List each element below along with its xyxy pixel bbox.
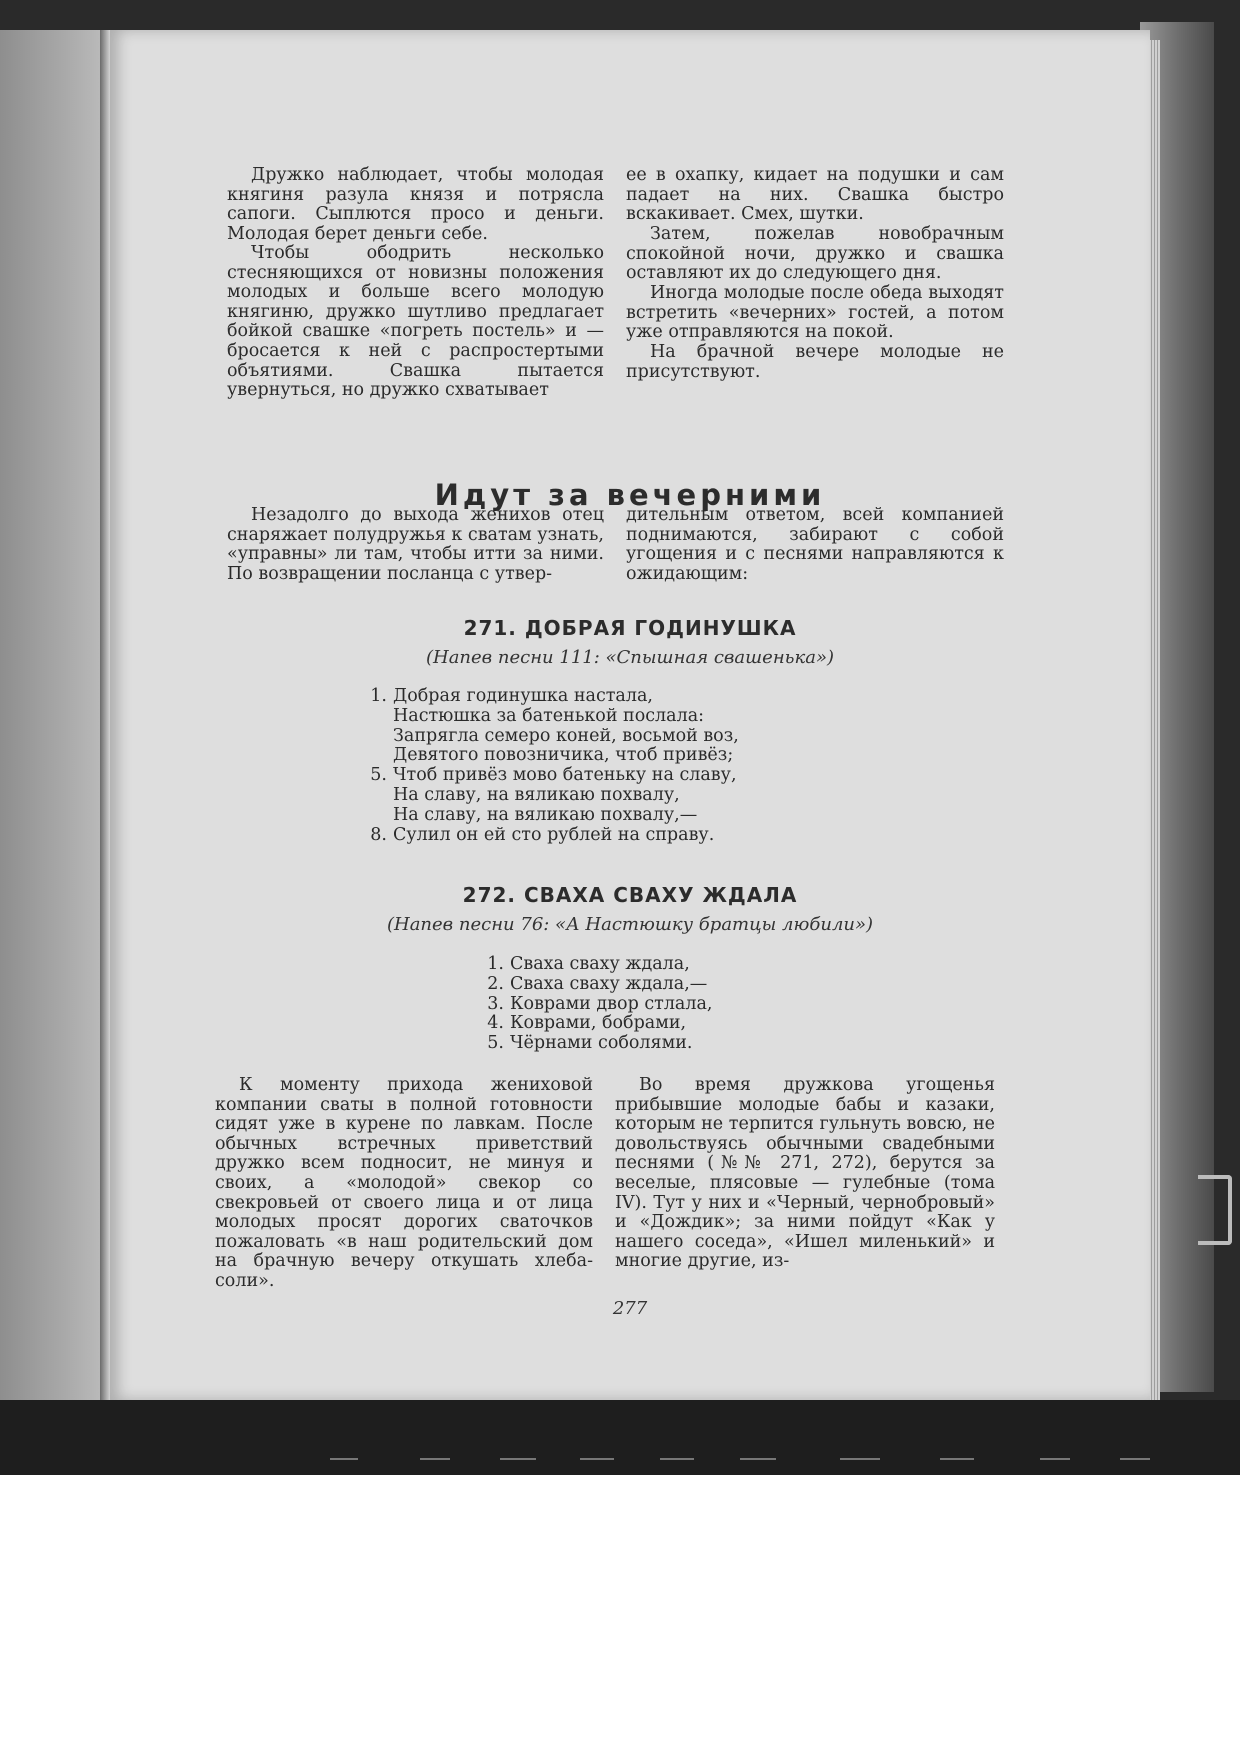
verse-line: [363, 687, 783, 707]
page-number: 277: [612, 1298, 648, 1319]
dash-mark: [660, 1458, 694, 1460]
verse-line: [363, 707, 783, 727]
verse-text: На славу, на вяликаю похвалу,: [393, 784, 680, 805]
top-left-paragraph-1: Дружко наблюдает, чтобы молодая княгиня разула князя и потрясла сапоги. Сыплются просо и деньги. Молодая берет деньги себе.: [227, 165, 604, 244]
verse-line: [480, 995, 780, 1015]
verse-text: На славу, на вяликаю похвалу,—: [393, 804, 698, 825]
bottom-left-paragraph: К моменту прихода жениховой компании сваты в полной готовности сидят уже в курене по лавкам. После обычных встречных приветствий дружко всем подносит, не минуя и своих, а «молодой» свекор со свекровьей от своего лица и от лица молодых просят дорогих сваточков пожаловать «в наш родительский дом на брачную вечеру откушать хлеба-соли».: [215, 1075, 593, 1291]
verse-line: [363, 786, 783, 806]
section-title: Идут за вечерними: [434, 478, 826, 512]
verse-line: [363, 826, 783, 846]
dash-mark: [580, 1458, 614, 1460]
dash-mark: [940, 1458, 974, 1460]
verse-line: [363, 806, 783, 826]
dash-mark: [1040, 1458, 1070, 1460]
verse-number: 5.: [487, 1033, 504, 1054]
verse-text: Чтоб привёз мово батеньку на славу,: [393, 765, 737, 786]
section-left-paragraph: Незадолго до выхода женихов отец снаряжает полудружья к сватам узнать, «управны» ли там, чтобы итти за ними. По возвращении посланца с утвер-: [227, 505, 604, 584]
verse-number: 5.: [370, 765, 387, 786]
dash-mark: [500, 1458, 536, 1460]
verse-line: [363, 727, 783, 747]
dash-mark: [840, 1458, 880, 1460]
verse-text: Сваха сваху ждала,—: [510, 973, 708, 994]
verse-text: Добрая годинушка настала,: [393, 686, 653, 706]
song-272-verses: [480, 955, 780, 1054]
verse-line: [480, 955, 780, 975]
book-page: [110, 30, 1150, 1400]
verse-number: 4.: [487, 1013, 504, 1034]
verse-text: Сваха сваху ждала,: [510, 954, 690, 974]
verse-number: 1.: [370, 686, 387, 706]
verse-number: 2.: [487, 973, 504, 994]
dash-mark: [330, 1458, 358, 1460]
tab-mark: [1198, 1175, 1232, 1245]
left-page-edge: [0, 30, 108, 1400]
verse-text: Коврами двор стлала,: [510, 993, 713, 1014]
song-272-title: 272. СВАХА СВАХУ ЖДАЛА: [462, 883, 798, 907]
song-271-title: 271. ДОБРАЯ ГОДИНУШКА: [463, 616, 797, 640]
verse-number: 3.: [487, 993, 504, 1014]
verse-text: Чёрнами соболями.: [510, 1033, 693, 1054]
song-271-subtitle: (Напев песни 111: «Спышная свашенька»): [425, 647, 834, 668]
scan-bottom-strip: [0, 1400, 1240, 1475]
verse-line: [480, 1034, 780, 1054]
song-271-verses: [363, 687, 783, 845]
page-content: [110, 30, 1150, 1400]
dash-mark: [420, 1458, 450, 1460]
verse-text: Девятого повозничика, чтоб привёз;: [393, 745, 734, 766]
verse-line: [480, 975, 780, 995]
verse-text: Коврами, бобрами,: [510, 1013, 687, 1034]
verse-line: [363, 766, 783, 786]
bottom-right-paragraph: Во время дружкова угощенья прибывшие молодые бабы и казаки, которым не терпится гульнуть вовсю, не довольствуясь обычными свадебными песнями (№№ 271, 272), берутся за веселые, плясовые — гулебные (тома IV). Тут у них и «Черный, чернобровый» и «Дождик»; за ними пойдут «Как у нашего соседа», «Ишел миленький» и многие другие, из-: [615, 1075, 995, 1272]
top-left-paragraph-2: Чтобы ободрить несколько стесняющихся от новизны положения молодых и больше всего молодую княгиню, дружко шутливо предлагает бойкой свашке «погреть постель» и — бросается к ней с распростертыми объятиями. Свашка пытается увернуться, но дружко схватывает: [227, 243, 604, 401]
top-right-paragraph-4: На брачной вечере молодые не присутствуют.: [626, 342, 1004, 382]
song-272-subtitle: (Напев песни 76: «А Настюшку братцы любили»): [386, 914, 874, 935]
top-right-paragraph-3: Иногда молодые после обеда выходят встретить «вечерних» гостей, а потом уже отправляются на покой.: [626, 283, 1004, 343]
verse-number: 1.: [487, 954, 504, 974]
top-right-paragraph-1: ее в охапку, кидает на подушки и сам падает на них. Свашка быстро вскакивает. Смех, шутки.: [626, 165, 1004, 225]
verse-text: Настюшка за батенькой послала:: [393, 705, 705, 726]
verse-text: Запрягла семеро коней, восьмой воз,: [393, 725, 739, 746]
top-right-paragraph-2: Затем, пожелав новобрачным спокойной ночи, дружко и свашка оставляют их до следующего дня.: [626, 224, 1004, 284]
dash-mark: [740, 1458, 776, 1460]
verse-number: 8.: [370, 824, 387, 845]
section-right-paragraph: дительным ответом, всей компанией поднимаются, забирают с собой угощения и с песнями направляются к ожидающим:: [626, 505, 1004, 584]
verse-text: Сулил он ей сто рублей на справу.: [393, 824, 715, 845]
dash-mark: [1120, 1458, 1150, 1460]
verse-line: [363, 746, 783, 766]
verse-line: [480, 1014, 780, 1034]
